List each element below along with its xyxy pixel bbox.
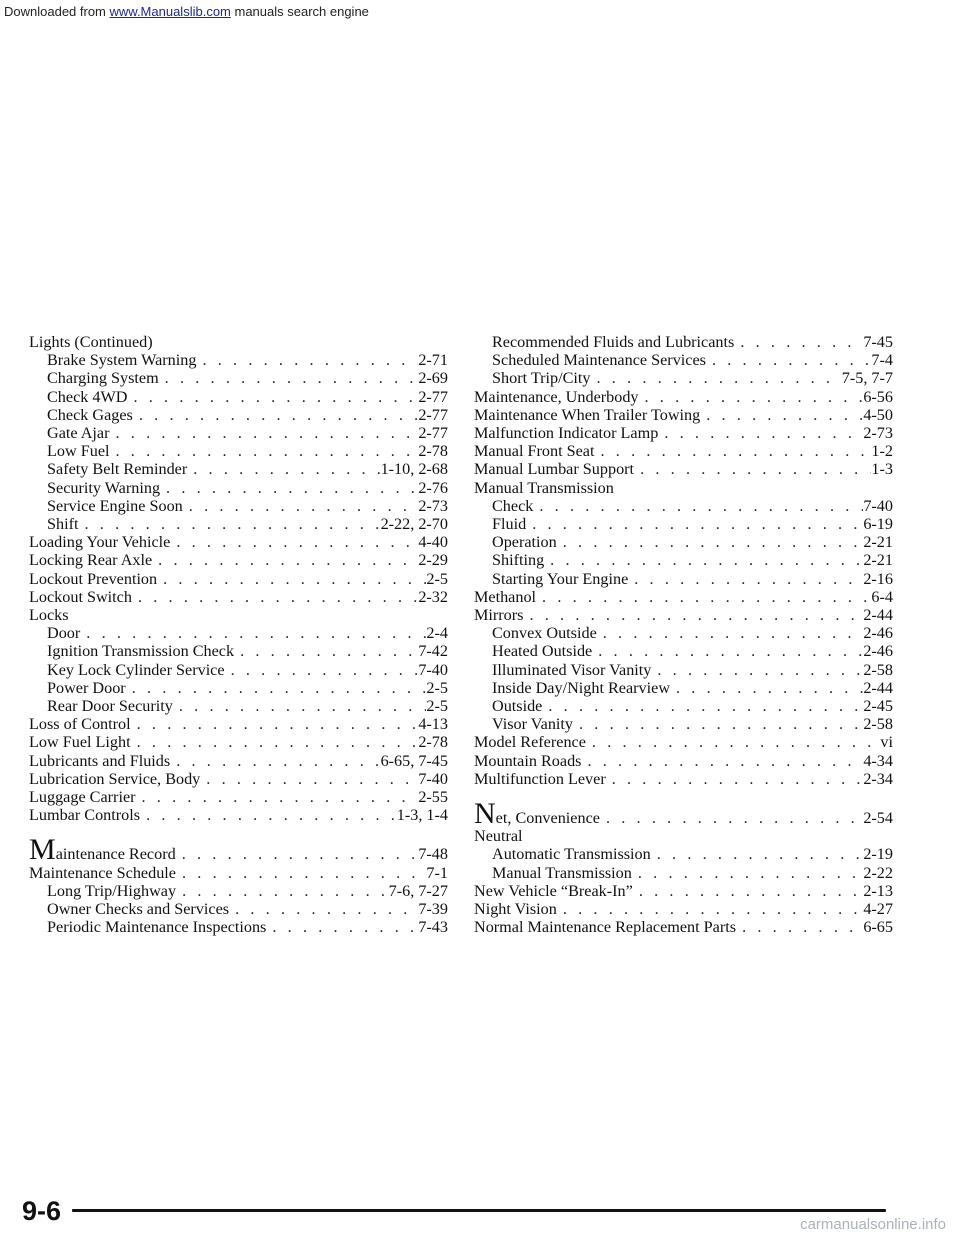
index-heading: Locks (29, 606, 69, 625)
entry-term: Visor Vanity (492, 715, 574, 734)
entry-pages: 2-55 (418, 788, 448, 807)
download-header (4, 4, 369, 19)
dot-leader (557, 900, 864, 918)
index-subentry (474, 515, 893, 533)
index-subentry (474, 864, 893, 882)
dot-leader (109, 424, 418, 442)
entry-pages: 7-5, 7-7 (841, 369, 893, 388)
entry-term: Power Door (47, 678, 126, 697)
dot-leader (523, 606, 863, 624)
entry-pages: 2-22, 2-70 (380, 515, 448, 534)
entry-term: Gate Ajar (47, 424, 110, 443)
entry-pages: 2-69 (418, 369, 448, 388)
entry-pages: 6-4 (871, 587, 893, 606)
entry-term: Outside (492, 697, 543, 716)
entry-pages: 4-34 (863, 751, 893, 770)
entry-pages: 2-76 (418, 478, 448, 497)
entry-pages: 2-29 (418, 551, 448, 570)
index-entry (474, 588, 893, 606)
entry-pages: 6-19 (863, 515, 893, 534)
entry-pages: 2-32 (418, 587, 448, 606)
entry-pages: 2-45 (863, 697, 893, 716)
dot-leader (160, 479, 418, 497)
dot-leader (600, 809, 863, 827)
dot-leader (581, 752, 863, 770)
index-subentry (29, 661, 448, 679)
entry-term: Maintenance Schedule (29, 863, 176, 882)
index-subentry (29, 479, 448, 497)
entry-pages: 7-42 (418, 642, 448, 661)
dot-leader (176, 882, 389, 900)
entry-term: Charging System (47, 369, 159, 388)
index-subentry (29, 369, 448, 387)
entry-pages: 2-44 (863, 606, 893, 625)
dot-leader (536, 588, 871, 606)
index-entry (474, 460, 893, 478)
entry-term: Periodic Maintenance Inspections (47, 918, 267, 937)
dot-leader (234, 642, 418, 660)
index-entry (474, 442, 893, 460)
entry-term: Loading Your Vehicle (29, 533, 171, 552)
dot-leader (183, 497, 419, 515)
entry-term: Low Fuel (47, 442, 110, 461)
entry-pages: 4-13 (418, 715, 448, 734)
index-entry (29, 551, 448, 569)
dot-leader (573, 715, 863, 733)
dot-leader (544, 551, 863, 569)
entry-pages: 4-40 (418, 533, 448, 552)
download-header-prefix: Downloaded from (4, 4, 110, 19)
index-entry (474, 770, 893, 788)
dot-leader (159, 369, 419, 387)
index-subentry (474, 697, 893, 715)
entry-term: Luggage Carrier (29, 788, 136, 807)
index-subentry (474, 497, 893, 515)
dot-leader (133, 406, 418, 424)
index-subentry (474, 642, 893, 660)
index-subentry (474, 333, 893, 351)
dot-leader (591, 369, 842, 387)
index-subentry (29, 918, 448, 936)
index-subentry (29, 624, 448, 642)
dot-leader (187, 460, 380, 478)
entry-pages: 2-78 (418, 733, 448, 752)
entry-term: Convex Outside (492, 624, 597, 643)
dot-leader (597, 624, 864, 642)
index-entry (29, 833, 448, 867)
entry-pages: 7-40 (863, 496, 893, 515)
entry-term: Safety Belt Reminder (47, 460, 188, 479)
index-subentry (29, 900, 448, 918)
index-subentry (474, 570, 893, 588)
entry-pages: 2-54 (863, 809, 893, 828)
entry-pages: 2-5 (426, 697, 448, 716)
entry-pages: 7-43 (418, 918, 448, 937)
entry-term (29, 833, 176, 867)
index-entry (474, 606, 893, 624)
entry-term: Service Engine Soon (47, 496, 183, 515)
index-entry (474, 918, 893, 936)
index-entry (474, 752, 893, 770)
index-entry (474, 388, 893, 406)
entry-term: Long Trip/Highway (47, 881, 177, 900)
entry-pages: 2-71 (418, 351, 448, 370)
entry-term: Normal Maintenance Replacement Parts (474, 918, 737, 937)
page-number: 9-6 (22, 1196, 62, 1226)
entry-term (474, 797, 600, 831)
entry-pages: 2-16 (863, 569, 893, 588)
entry-term: Door (47, 624, 81, 643)
index-entry (29, 752, 448, 770)
entry-term: Operation (492, 533, 557, 552)
index-column-left (29, 333, 448, 937)
entry-pages: 7-48 (418, 845, 448, 864)
entry-pages: 2-21 (863, 551, 893, 570)
entry-term: Recommended Fluids and Lubricants (492, 333, 735, 351)
index-subentry (474, 679, 893, 697)
entry-pages: 7-1 (426, 863, 448, 882)
index-subentry (474, 533, 893, 551)
entry-pages: 4-50 (863, 405, 893, 424)
dot-leader (734, 333, 863, 351)
dot-leader (152, 551, 418, 569)
index-entry (29, 733, 448, 751)
entry-term: Automatic Transmission (492, 845, 651, 864)
dot-leader (157, 570, 426, 588)
index-heading: Lights (Continued) (29, 333, 153, 351)
index-entry (474, 900, 893, 918)
dot-leader (78, 515, 380, 533)
entry-pages: 2-78 (418, 442, 448, 461)
entry-term: New Vehicle “Break-In” (474, 881, 633, 900)
dot-leader (533, 497, 863, 515)
index-subentry (29, 388, 448, 406)
index-subentry (29, 351, 448, 369)
dot-leader (633, 882, 864, 900)
index-entry (29, 570, 448, 588)
index-subentry (474, 551, 893, 569)
entry-term: Loss of Control (29, 715, 131, 734)
index-subentry (474, 369, 893, 387)
entry-term: Mirrors (474, 606, 524, 625)
dot-leader (225, 661, 419, 679)
entry-term: Starting Your Engine (492, 569, 629, 588)
dot-leader (110, 442, 419, 460)
entry-term: Short Trip/City (492, 369, 591, 388)
entry-term: Mountain Roads (474, 751, 582, 770)
entry-pages: 2-22 (863, 863, 893, 882)
index-subentry (29, 642, 448, 660)
entry-pages: 2-4 (426, 624, 448, 643)
index-subentry (29, 679, 448, 697)
entry-pages: 2-46 (863, 642, 893, 661)
entry-term: Brake System Warning (47, 351, 197, 370)
dot-leader (606, 770, 864, 788)
index-subentry (29, 497, 448, 515)
index-entry (474, 406, 893, 424)
entry-pages: 7-45 (863, 333, 893, 351)
index-entry (29, 864, 448, 882)
index-subentry (29, 442, 448, 460)
entry-pages: 1-3, 1-4 (396, 806, 448, 825)
dot-leader (131, 733, 419, 751)
entry-pages: 2-5 (426, 678, 448, 697)
entry-term: Key Lock Cylinder Service (47, 660, 225, 679)
section-initial: M (29, 833, 56, 867)
dot-leader (196, 351, 418, 369)
dot-leader (592, 642, 863, 660)
index-entry (474, 733, 893, 751)
index-entry (29, 770, 448, 788)
entry-term: Owner Checks and Services (47, 900, 230, 919)
dot-leader (200, 770, 418, 788)
entry-pages: 2-46 (863, 624, 893, 643)
entry-pages: 2-77 (418, 387, 448, 406)
dot-leader (632, 864, 863, 882)
dot-leader (658, 424, 863, 442)
dot-leader (736, 918, 863, 936)
index-entry (474, 424, 893, 442)
entry-pages: 2-77 (418, 424, 448, 443)
index-entry (29, 533, 448, 551)
entry-pages: 2-13 (863, 881, 893, 900)
section-initial: N (474, 797, 496, 831)
dot-leader (700, 406, 863, 424)
entry-term: Ignition Transmission Check (47, 642, 235, 661)
entry-pages: vi (880, 733, 893, 752)
index-heading: Manual Transmission (474, 478, 614, 497)
entry-term: Rear Door Security (47, 697, 173, 716)
footer-rule (72, 1209, 886, 1212)
index-subentry (29, 515, 448, 533)
entry-pages: 2-58 (863, 715, 893, 734)
entry-term: Lumbar Controls (29, 806, 141, 825)
entry-term: Lubrication Service, Body (29, 769, 201, 788)
entry-term: Scheduled Maintenance Services (492, 351, 706, 370)
entry-term-rest: et, Convenience (495, 809, 600, 828)
entry-pages: 2-58 (863, 660, 893, 679)
index-heading: Neutral (474, 827, 523, 846)
entry-pages: 2-73 (418, 496, 448, 515)
dot-leader (136, 788, 419, 806)
entry-term: Night Vision (474, 900, 557, 919)
index-entry (474, 882, 893, 900)
dot-leader (170, 533, 418, 551)
entry-pages: 1-10, 2-68 (380, 460, 448, 479)
dot-leader (126, 679, 427, 697)
dot-leader (80, 624, 426, 642)
entry-pages: 4-27 (863, 900, 893, 919)
entry-pages: 2-44 (863, 678, 893, 697)
entry-term: Heated Outside (492, 642, 593, 661)
entry-pages: 6-56 (863, 387, 893, 406)
entry-term: Check (492, 496, 534, 515)
download-header-suffix: manuals search engine (230, 4, 369, 19)
entry-term: Manual Front Seat (474, 442, 595, 461)
entry-pages: 1-3 (871, 460, 893, 479)
index-subentry (29, 406, 448, 424)
index-entry (29, 715, 448, 733)
entry-pages: 2-77 (418, 405, 448, 424)
index-subentry (29, 697, 448, 715)
entry-term: Multifunction Lever (474, 769, 606, 788)
entry-term: Lubricants and Fluids (29, 751, 171, 770)
entry-term: Locking Rear Axle (29, 551, 153, 570)
dot-leader (176, 864, 426, 882)
dot-leader (132, 588, 418, 606)
dot-leader (526, 515, 863, 533)
dot-leader (651, 661, 863, 679)
entry-term: Lockout Switch (29, 587, 132, 606)
manualslib-link[interactable]: www.Manualslib.com (109, 4, 231, 19)
dot-leader (266, 918, 418, 936)
dot-leader (639, 388, 864, 406)
index-entry (29, 588, 448, 606)
entry-term: Model Reference (474, 733, 586, 752)
entry-pages: 2-34 (863, 769, 893, 788)
dot-leader (586, 733, 881, 751)
entry-pages: 2-73 (863, 424, 893, 443)
entry-term: Fluid (492, 515, 527, 534)
entry-pages: 7-40 (418, 660, 448, 679)
entry-pages: 2-5 (426, 569, 448, 588)
entry-pages: 7-4 (871, 351, 893, 370)
entry-term: Shift (47, 515, 79, 534)
entry-term: Manual Transmission (492, 863, 632, 882)
dot-leader (651, 845, 864, 863)
entry-term: Methanol (474, 587, 537, 606)
dot-leader (170, 752, 380, 770)
dot-leader (670, 679, 863, 697)
index-column-right (474, 333, 893, 937)
dot-leader (127, 388, 418, 406)
dot-leader (706, 351, 871, 369)
index-entry (29, 788, 448, 806)
entry-term: Check Gages (47, 405, 133, 424)
entry-term: Security Warning (47, 478, 161, 497)
entry-term: Lockout Prevention (29, 569, 158, 588)
dot-leader (173, 697, 427, 715)
entry-pages: 2-19 (863, 845, 893, 864)
index-subentry (474, 845, 893, 863)
entry-term: Inside Day/Night Rearview (492, 678, 671, 697)
entry-pages: 7-6, 7-27 (388, 881, 448, 900)
dot-leader (634, 460, 871, 478)
entry-pages: 6-65 (863, 918, 893, 937)
index-subentry (474, 624, 893, 642)
dot-leader (557, 533, 864, 551)
index-subentry (29, 460, 448, 478)
dot-leader (628, 570, 863, 588)
entry-term-rest: aintenance Record (55, 845, 176, 864)
index-subentry (474, 351, 893, 369)
dot-leader (542, 697, 863, 715)
index-subentry (29, 424, 448, 442)
entry-term: Manual Lumbar Support (474, 460, 635, 479)
dot-leader (176, 845, 419, 863)
watermark: carmanualsonline.info (800, 1216, 946, 1233)
entry-pages: 6-65, 7-45 (380, 751, 448, 770)
index-subentry (474, 715, 893, 733)
index-subentry (474, 661, 893, 679)
entry-pages: 7-40 (418, 769, 448, 788)
entry-term: Maintenance When Trailer Towing (474, 405, 701, 424)
index-subentry (29, 882, 448, 900)
entry-term: Malfunction Indicator Lamp (474, 424, 659, 443)
dot-leader (140, 806, 397, 824)
entry-pages: 7-39 (418, 900, 448, 919)
dot-leader (229, 900, 418, 918)
dot-leader (131, 715, 419, 733)
entry-pages: 1-2 (871, 442, 893, 461)
dot-leader (595, 442, 872, 460)
entry-term: Illuminated Visor Vanity (492, 660, 652, 679)
entry-pages: 2-21 (863, 533, 893, 552)
index-entry (29, 806, 448, 824)
entry-term: Check 4WD (47, 387, 128, 406)
entry-term: Shifting (492, 551, 545, 570)
entry-term: Low Fuel Light (29, 733, 131, 752)
index-entry (474, 797, 893, 831)
entry-term: Maintenance, Underbody (474, 387, 639, 406)
